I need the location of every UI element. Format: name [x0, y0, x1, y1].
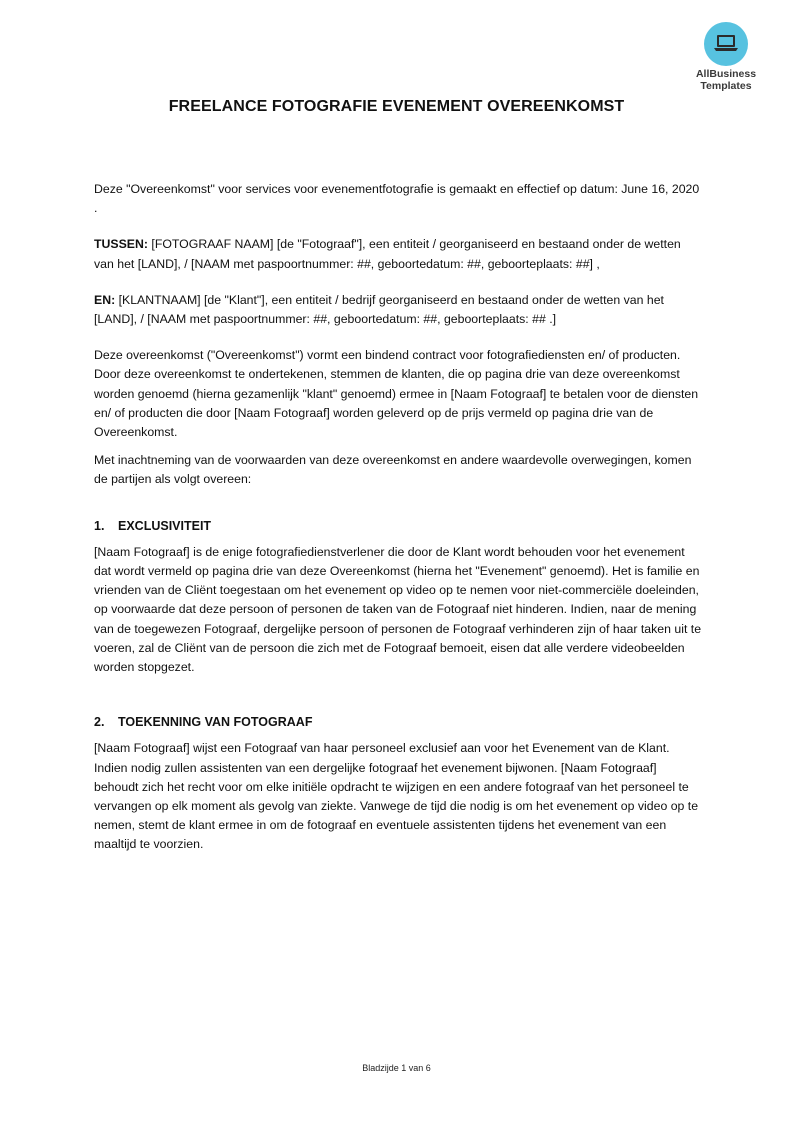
logo-text-line1: AllBusiness [695, 68, 757, 80]
allbusiness-templates-logo [690, 22, 762, 92]
page-footer: Bladzijde 1 van 6 [362, 1063, 431, 1073]
document-body [94, 180, 702, 855]
section-1-title: EXCLUSIVITEIT [118, 518, 212, 533]
document-title: FREELANCE FOTOGRAFIE EVENEMENT OVEREENKOMST [168, 98, 625, 115]
party-2-paragraph [94, 291, 702, 329]
party-2-label: EN: [94, 292, 116, 307]
section-1-body: [Naam Fotograaf] is de enige fotografiedienstverlener die door de Klant wordt behouden voor het evenement dat wordt vermeld op pagina drie van deze Overeenkomst (hierna het "Evenement" genoemd). Het is familie en vrienden van de Cliënt toegestaan om het evenement op video op te nemen voor niet-commerciële doeleinden, op voorwaarde dat deze persoon of personen de taken van de Fotograaf niet hinderen. Indien, naar de mening van de toegewezen Fotograaf, dergelijke persoon of personen de Fotograaf verhinderen zijn of haar taken uit te voeren, zal de Cliënt van de persoon die zich met de Fotograaf bemoeit, eisen dat alle verdere videobeelden worden stopgezet. [94, 544, 702, 675]
section-2-body: [Naam Fotograaf] wijst een Fotograaf van haar personeel exclusief aan voor het Evenement van de Klant. Indien nodig zullen assistenten van een dergelijke fotograaf het evenement bijwonen. [Naam Fotograaf] behoudt zich het recht voor om elke initiële opdracht te wijzigen en een andere fotograaf van het personeel te vervangen op elk moment als gevolg van ziekte. Vanwege de tijd die nodig is om het evenement op video op te nemen, stemt de klant ermee in om de fotograaf en eventuele assistenten tijdens het evenement van een maaltijd te voorzien. [94, 741, 699, 852]
section-2-heading [94, 713, 702, 732]
section-2-title: TOEKENNING VAN FOTOGRAAF [118, 715, 313, 730]
party-1-paragraph [94, 235, 702, 273]
section-2-number: 2. [94, 715, 105, 730]
binding-contract-paragraph: Deze overeenkomst ("Overeenkomst") vormt een bindend contract voor fotografiediensten en/ of producten. Door deze overeenkomst te ondertekenen, stemmen de klanten, die op pagina drie van deze overeenkomst worden genoemd (hierna gezamenlijk "klant" genoemd) ermee in [Naam Fotograaf] te betalen voor de diensten en/ of producten die door [Naam Fotograaf] worden geleverd op de prijs vermeld op pagina drie van de Overeenkomst. [94, 348, 699, 440]
considerations-paragraph: Met inachtneming van de voorwaarden van deze overeenkomst en andere waardevolle overwegingen, komen de partijen als volgt overeen: [94, 453, 692, 487]
section-1-number: 1. [94, 518, 105, 533]
laptop-icon [713, 34, 739, 54]
section-1-heading [94, 517, 702, 536]
party-1-label: TUSSEN: [94, 237, 148, 252]
logo-text-line2: Templates [700, 80, 752, 92]
logo-text [690, 68, 762, 92]
intro-paragraph: Deze "Overeenkomst" voor services voor evenementfotografie is gemaakt en effectief op datum: June 16, 2020 . [94, 182, 700, 216]
party-1-text: [FOTOGRAAF NAAM] [de "Fotograaf"], een entiteit / georganiseerd en bestaand onder de wetten van het [LAND], / [NAAM met paspoortnummer: ##, geboortedatum: ##, geboorteplaats: ##] , [94, 237, 681, 271]
logo-badge [704, 22, 748, 66]
party-2-text: [KLANTNAAM] [de "Klant"], een entiteit / bedrijf georganiseerd en bestaand onder de wetten van het [LAND], / [NAAM met paspoortnummer: ##, geboortedatum: ##, geboorteplaats: ## .] [94, 292, 664, 327]
